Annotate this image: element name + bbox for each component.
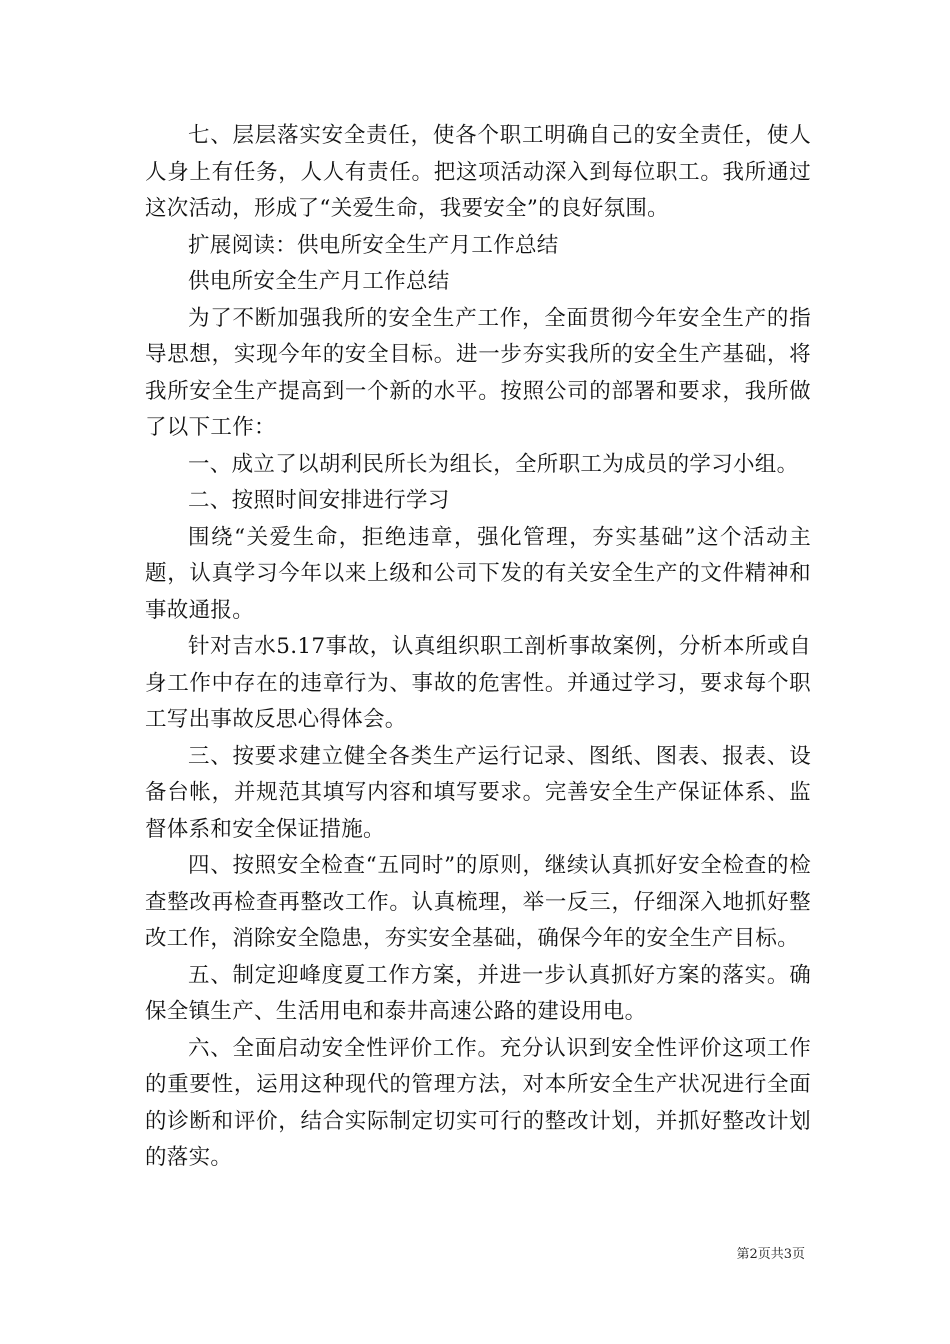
paragraph-item-4: 四、按照安全检查“五同时”的原则，继续认真抓好安全检查的检查整改再检查再整改工作。认真梳理，举一反三，仔细深入地抓好整改工作，消除安全隐患，夯实安全基础，确保今年的安全生产目标。: [145, 853, 811, 951]
paragraph-item-6: 六、全面启动安全性评价工作。充分认识到安全性评价这项工作的重要性，运用这种现代的管理方法，对本所安全生产状况进行全面的诊断和评价，结合实际制定切实可行的整改计划，并抓好整改计划的落实。: [145, 1035, 811, 1170]
document-body: [145, 118, 811, 1177]
paragraph-item-2-theme: 围绕“关爱生命，拒绝违章，强化管理，夯实基础”这个活动主题，认真学习今年以来上级和公司下发的有关安全生产的文件精神和事故通报。: [145, 524, 811, 623]
paragraph-item-2-accident: 针对吉水5.17事故，认真组织职工剖析事故案例，分析本所或自身工作中存在的违章行为、事故的危害性。并通过学习，要求每个职工写出事故反思心得体会。: [145, 634, 811, 732]
paragraph-item-1: 一、成立了以胡利民所长为组长，全所职工为成员的学习小组。: [188, 451, 799, 477]
paragraph-item-5: 五、制定迎峰度夏工作方案，并进一步认真抓好方案的落实。确保全镇生产、生活用电和泰井高速公路的建设用电。: [145, 962, 811, 1024]
paragraph-intro: 为了不断加强我所的安全生产工作，全面贯彻今年安全生产的指导思想，实现今年的安全目标。进一步夯实我所的安全生产基础，将我所安全生产提高到一个新的水平。按照公司的部署和要求，我所做了以下工作：: [145, 305, 811, 440]
paragraph-responsibility: 七、层层落实安全责任，使各个职工明确自己的安全责任，使人人身上有任务，人人有责任。把这项活动深入到每位职工。我所通过这次活动，形成了“关爱生命，我要安全”的良好氛围。: [145, 123, 811, 221]
page-number: 第2页共3页: [736, 1247, 805, 1262]
document-title: 供电所安全生产月工作总结: [188, 269, 450, 294]
paragraph-extended-reading: 扩展阅读：供电所安全生产月工作总结: [188, 232, 559, 258]
paragraph-item-3: 三、按要求建立健全各类生产运行记录、图纸、图表、报表、设备台帐，并规范其填写内容和填写要求。完善安全生产保证体系、监督体系和安全保证措施。: [145, 743, 811, 842]
paragraph-item-2: 二、按照时间安排进行学习: [188, 488, 450, 513]
